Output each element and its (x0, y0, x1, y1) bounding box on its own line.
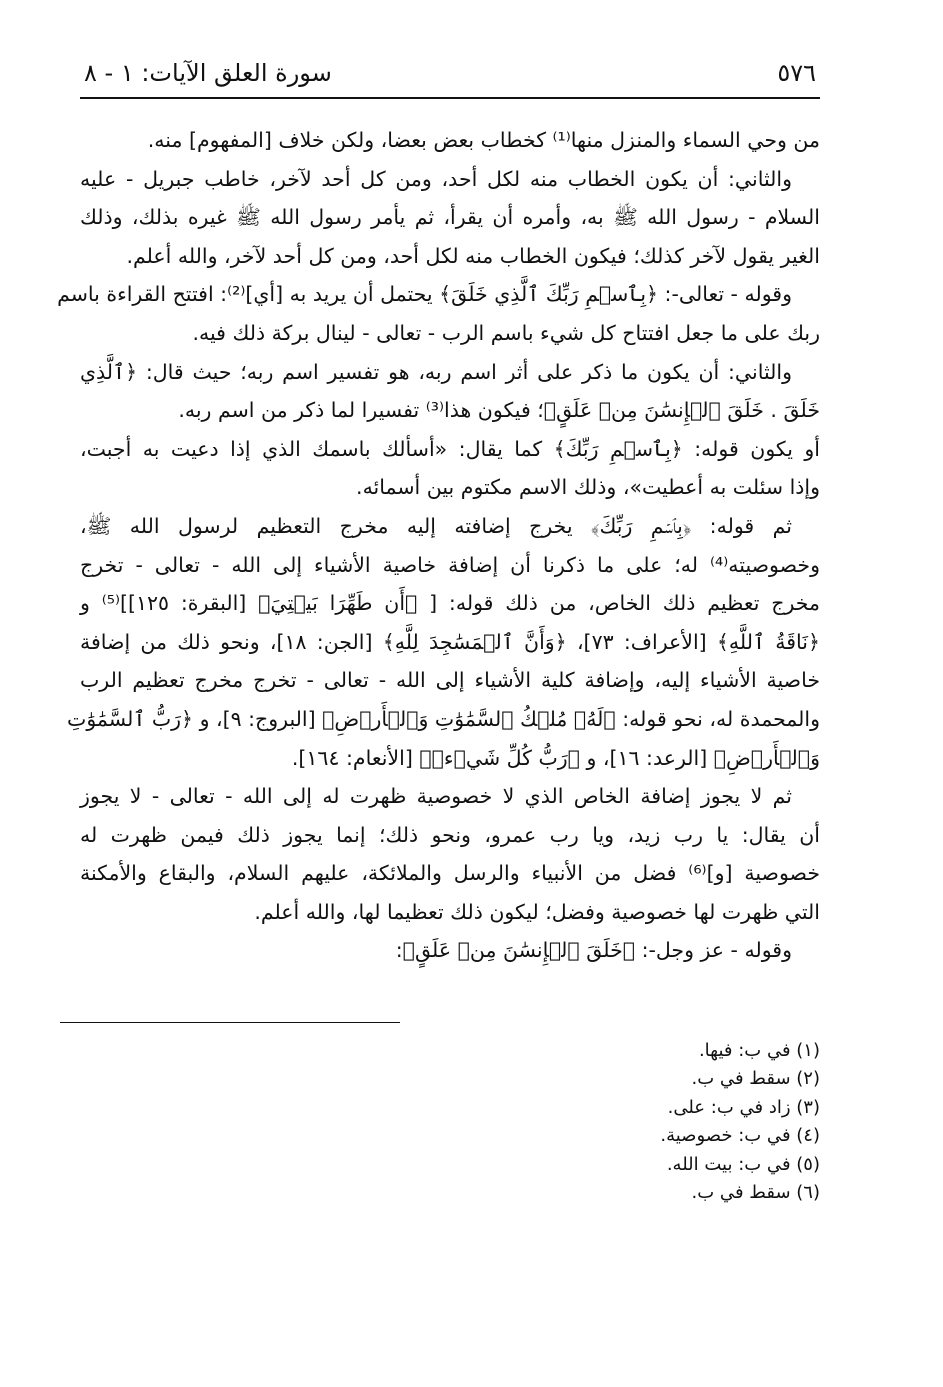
header-divider (80, 97, 820, 99)
text-line: ثم لا يجوز إضافة الخاص الذي لا خصوصية ظهرت له إلى الله - تعالى - لا يجوز (80, 784, 792, 809)
text-line: وقوله - تعالى-: ﴿بِٱسۡمِ رَبِّكَ ٱلَّذِي خَلَقَ﴾ يحتمل أن يريد به [أي]⁽²⁾: افتتح القراءة باسم (57, 282, 792, 307)
footnote-divider (60, 1022, 400, 1023)
text-line: خاصية الأشياء إليه، وإضافة كلية الأشياء إلى الله - تعالى - تخرج مخرج تعظيم الرب (80, 668, 820, 693)
surah-title: سورة العلق الآيات: ١ - ٨ (84, 59, 332, 87)
footnote-item: (٦) سقط في ب. (691, 1182, 820, 1204)
text-line: خَلَقَ . خَلَقَ ٱلۡإِنسَٰنَ مِنۡ عَلَقٍ﴾؛ فيكون هذا⁽³⁾ تفسيرا لما ذكر من اسم ربه. (178, 398, 820, 423)
text-line: من وحي السماء والمنزل منها⁽¹⁾ كخطاب بعض بعضا، ولكن خلاف [المفهوم] منه. (147, 128, 820, 152)
text-line: ﴿نَاقَةُ ٱللَّهِ﴾ [الأعراف: ٧٣]، ﴿وَأَنَّ ٱلۡمَسَٰجِدَ لِلَّهِ﴾ [الجن: ١٨]، ونحو ذلك من إضافة (80, 629, 820, 654)
book-page (57, 55, 821, 1208)
text-line: أن يقال: يا رب زيد، ويا رب عمرو، ونحو ذلك؛ إنما يجوز ذلك فيمن ظهرت له (80, 822, 820, 847)
text-line: الغير يقول لآخر كذلك؛ فيكون الخطاب منه لكل أحد، ومن كل أحد لآخر، والله أعلم. (126, 243, 820, 268)
text-line: وإذا سئلت به أعطيت»، وذلك الاسم مكتوم بين أسمائه. (356, 475, 820, 500)
text-line: خصوصية [و]⁽⁶⁾ فضل من الأنبياء والرسل والملائكة، عليهم السلام، والبقاع والأمكنة (80, 861, 821, 886)
footnote-item: (٤) في ب: خصوصية. (660, 1125, 820, 1147)
text-line: والمحمدة له، نحو قوله: ﴿لَهُۥ مُلۡكُ ٱلسَّمَٰوَٰتِ وَٱلۡأَرۡضِ﴾ [البروج: ٩]، و ﴿رَبُّ ٱلسَّمَٰوَٰتِ (67, 706, 820, 731)
text-line: السلام - رسول الله ﷺ به، وأمره أن يقرأ، ثم يأمر رسول الله ﷺ غيره بذلك، وذلك (80, 205, 820, 230)
text-line: والثاني: أن يكون ما ذكر على أثر اسم ربه، هو تفسير اسم ربه؛ حيث قال: ﴿ٱلَّذِي (80, 359, 792, 384)
text-line: وخصوصيته⁽⁴⁾ له؛ على ما ذكرنا أن إضافة خاصية الأشياء إلى الله - تعالى - تخرج (80, 552, 820, 577)
footnote-item: (١) في ب: فيها. (698, 1040, 820, 1062)
footnote-item: (٥) في ب: بيت الله. (666, 1153, 820, 1175)
text-line: وقوله - عز وجل-: ﴿خَلَقَ ٱلۡإِنسَٰنَ مِنۡ عَلَقٍ﴾: (395, 938, 792, 963)
text-line: مخرج تعظيم ذلك الخاص، من ذلك قوله: [ ﴿أَن طَهِّرَا بَيۡتِيَ﴾ [البقرة: ١٢٥]]⁽⁵⁾ و (80, 591, 821, 616)
main-text (57, 121, 821, 970)
text-line: والثاني: أن يكون الخطاب منه لكل أحد، ومن كل أحد لآخر، خاطب جبريل - عليه (80, 166, 792, 191)
footnote-item: (٢) سقط في ب. (691, 1068, 820, 1090)
page-header (80, 55, 820, 91)
page-number: ٥٧٦ (777, 59, 816, 87)
text-line: ثم قوله: ﴿بِٱسۡمِ رَبِّكَ﴾ يخرج إضافته إليه مخرج التعظيم لرسول الله ﷺ، (80, 513, 792, 538)
text-line: أو يكون قوله: ﴿بِٱسۡمِ رَبِّكَ﴾ كما يقال: «أسألك باسمك الذي إذا دعيت به أجبت، (80, 436, 820, 461)
text-line: التي ظهرت لها خصوصية وفضل؛ ليكون ذلك تعظيما لها، والله أعلم. (254, 899, 820, 924)
footnotes (80, 1037, 820, 1207)
footnote-item: (٣) زاد في ب: على. (667, 1096, 820, 1118)
text-line: ربك على ما جعل افتتاح كل شيء باسم الرب - تعالى - لينال بركة ذلك فيه. (192, 320, 820, 345)
text-line: وَٱلۡأَرۡضِ﴾ [الرعد: ١٦]، و ﴿رَبُّ كُلِّ شَيۡءٖ﴾ [الأنعام: ١٦٤]. (291, 745, 820, 770)
